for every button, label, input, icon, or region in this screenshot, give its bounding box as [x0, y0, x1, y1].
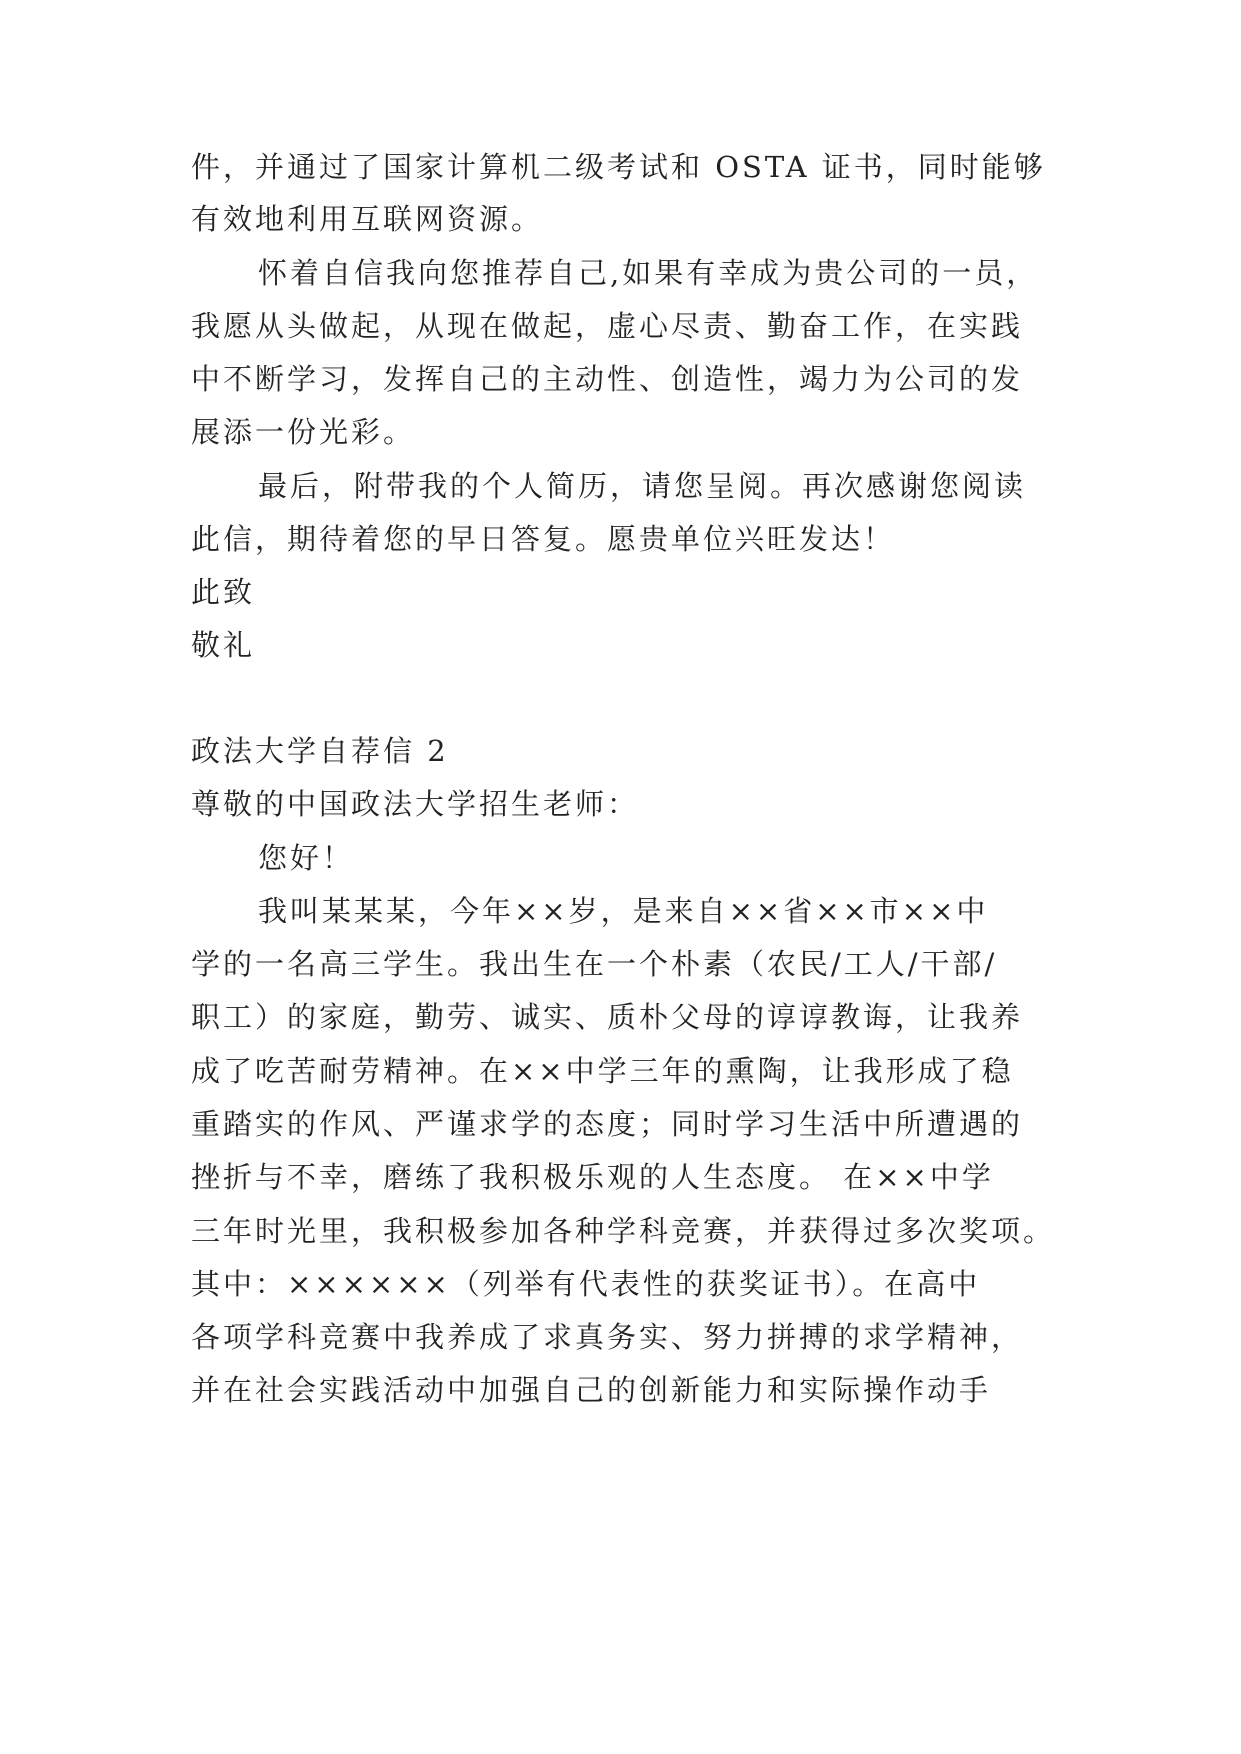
- paragraph-start-line: 怀着自信我向您推荐自己,如果有幸成为贵公司的一员，: [258, 256, 1039, 290]
- text-line: 三年时光里，我积极参加各种学科竞赛，并获得过多次奖项。: [191, 1214, 1056, 1248]
- letter-title: 政法大学自荐信 2: [191, 734, 449, 768]
- paragraph-start-line: 最后，附带我的个人简历，请您呈阅。再次感谢您阅读: [258, 469, 1027, 503]
- text-line: 展添一份光彩。: [191, 415, 416, 449]
- closing-regards: 敬礼: [191, 628, 256, 662]
- text-line: 各项学科竞赛中我养成了求真务实、努力拼搏的求学精神，: [191, 1320, 1024, 1354]
- closing-salutation: 此致: [191, 575, 256, 609]
- text-line: 重踏实的作风、严谨求学的态度；同时学习生活中所遭遇的: [191, 1107, 1024, 1141]
- text-line: 中不断学习，发挥自己的主动性、创造性，竭力为公司的发: [191, 362, 1024, 396]
- letter-greeting: 尊敬的中国政法大学招生老师：: [191, 787, 640, 821]
- text-line: 其中：××××××（列举有代表性的获奖证书）。在高中: [191, 1267, 981, 1301]
- paragraph-start-line: 我叫某某某，今年××岁，是来自××省××市××中: [258, 894, 989, 928]
- text-line: 并在社会实践活动中加强自己的创新能力和实际操作动手: [191, 1373, 992, 1407]
- text-line: 挫折与不幸，磨练了我积极乐观的人生态度。 在××中学: [191, 1160, 994, 1194]
- text-line: 此信，期待着您的早日答复。愿贵单位兴旺发达！: [191, 522, 896, 556]
- text-line: 成了吃苦耐劳精神。在××中学三年的熏陶，让我形成了稳: [191, 1054, 1014, 1088]
- text-line: 件，并通过了国家计算机二级考试和 OSTA 证书，同时能够: [191, 150, 1046, 184]
- greeting-line: 您好！: [258, 841, 355, 875]
- text-line: 有效地利用互联网资源。: [191, 202, 544, 236]
- text-line: 我愿从头做起，从现在做起，虚心尽责、勤奋工作，在实践: [191, 309, 1024, 343]
- text-line: 职工）的家庭，勤劳、诚实、质朴父母的谆谆教诲，让我养: [191, 1000, 1024, 1034]
- text-line: 学的一名高三学生。我出生在一个朴素（农民/工人/干部/: [191, 947, 998, 981]
